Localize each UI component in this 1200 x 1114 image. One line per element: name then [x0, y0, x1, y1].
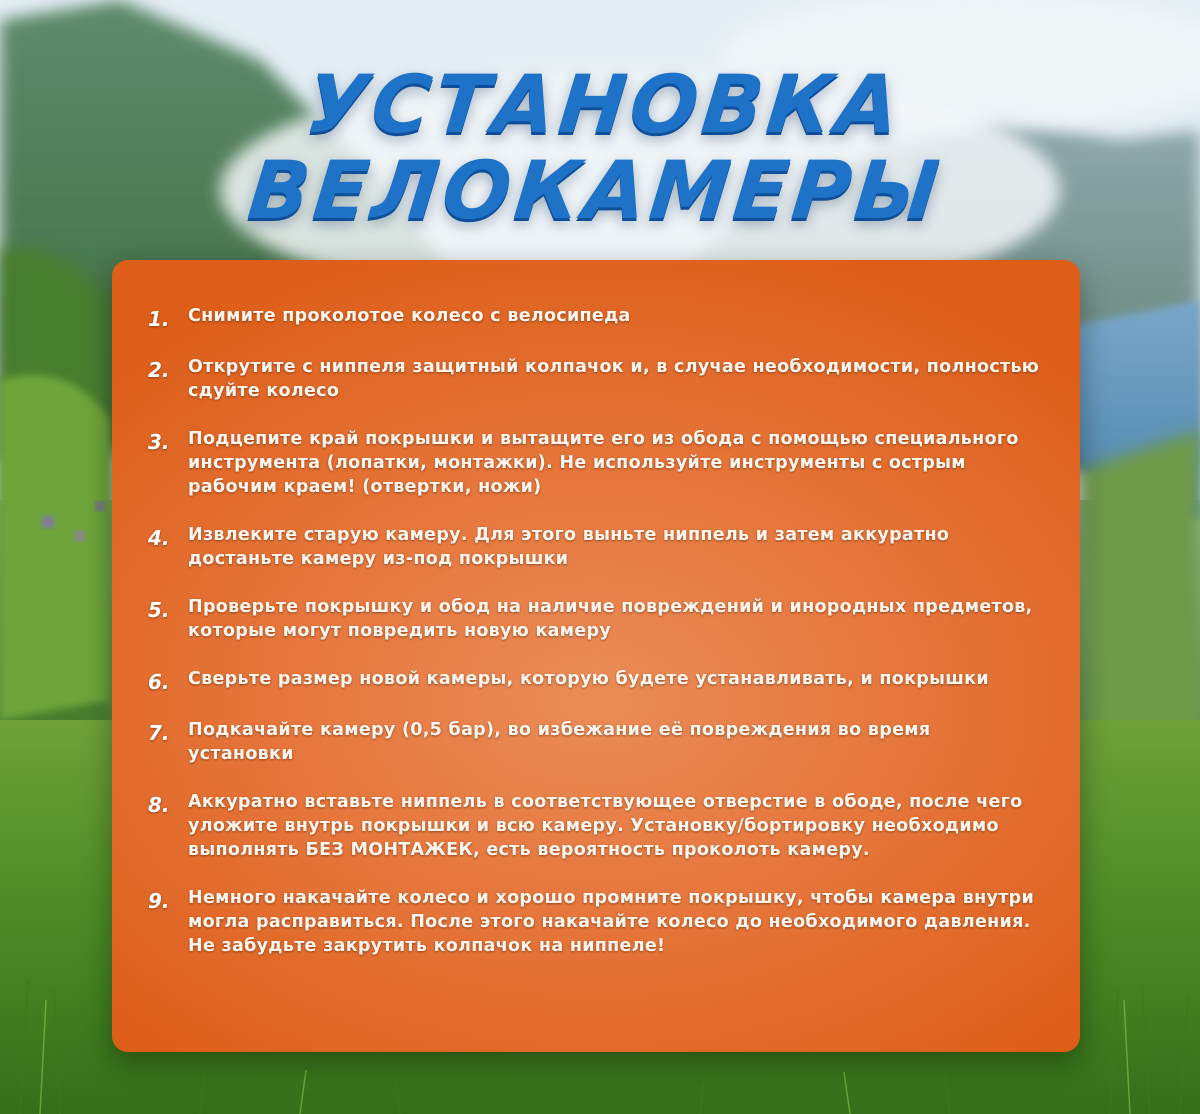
- step-text: Немного накачайте колесо и хорошо промните покрышку, чтобы камера внутри могла расправиться. После этого накачайте колесо до необходимого давления. Не забудьте закрутить колпачок на ниппеле!: [188, 888, 1035, 956]
- step-item: [148, 595, 1040, 643]
- step-number: 5.: [148, 598, 170, 622]
- step-number: 1.: [148, 307, 170, 331]
- step-item: [148, 667, 1040, 694]
- step-number: 9.: [148, 889, 170, 913]
- step-text: Аккуратно вставьте ниппель в соответствующее отверстие в ободе, после чего уложите внутрь покрышки и всю камеру. Установку/бортировку необходимо выполнять БЕЗ МОНТАЖЕК, есть вероятность проколоть камеру.: [188, 792, 1023, 860]
- step-item: [148, 304, 1040, 331]
- step-number: 2.: [148, 358, 170, 382]
- step-item: [148, 718, 1040, 766]
- step-text: Сверьте размер новой камеры, которую будете устанавливать, и покрышки: [188, 669, 989, 689]
- step-item: [148, 355, 1040, 403]
- step-text: Проверьте покрышку и обод на наличие повреждений и инородных предметов, которые могут повредить новую камеру: [188, 597, 1033, 641]
- step-text: Снимите проколотое колесо с велосипеда: [188, 306, 631, 326]
- step-number: 3.: [148, 430, 170, 454]
- step-item: [148, 790, 1040, 862]
- step-text: Подцепите край покрышки и вытащите его из обода с помощью специального инструмента (лопатки, монтажки). Не используйте инструменты с острым рабочим краем! (отвертки, ножи): [188, 429, 1019, 497]
- step-item: [148, 523, 1040, 571]
- step-number: 4.: [148, 526, 170, 550]
- step-item: [148, 427, 1040, 499]
- page-title: [0, 58, 1200, 237]
- instructions-card: [112, 260, 1080, 1052]
- steps-list: [148, 304, 1040, 958]
- title-line-2: ВЕЛОКАМЕРЫ: [244, 144, 947, 237]
- step-item: [148, 886, 1040, 958]
- step-text: Извлеките старую камеру. Для этого выньте ниппель и затем аккуратно достаньте камеру из-под покрышки: [188, 525, 950, 569]
- step-text: Открутите с ниппеля защитный колпачок и, в случае необходимости, полностью сдуйте колесо: [188, 357, 1040, 401]
- step-text: Подкачайте камеру (0,5 бар), во избежание её повреждения во время установки: [188, 720, 931, 764]
- title-line-1: УСТАНОВКА: [301, 58, 908, 151]
- step-number: 7.: [148, 721, 170, 745]
- step-number: 6.: [148, 670, 170, 694]
- step-number: 8.: [148, 793, 170, 817]
